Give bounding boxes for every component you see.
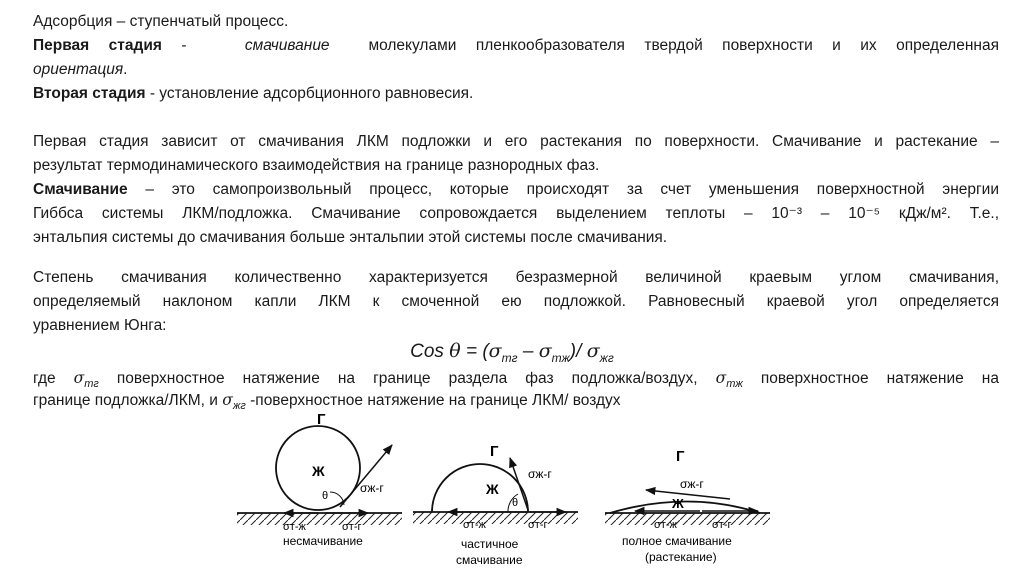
line-first-stage: Первая стадия - смачивание молекулами пленкообразователя твердой поверхности и их определенная bbox=[33, 37, 999, 54]
para4-line3: уравнением Юнга: bbox=[33, 317, 167, 334]
sigma-zhg-label-3: σж-г bbox=[680, 477, 704, 491]
figure-non-wetting bbox=[237, 411, 402, 548]
para4-line2: определяемый наклоном капли ЛКМ к смоченной ею подложкой. Равновесный краевой угол определяется bbox=[33, 293, 999, 310]
sigma-zhg-label-2: σж-г bbox=[528, 467, 552, 481]
line-orientation: ориентация. bbox=[33, 61, 128, 78]
where-line1: где $\sigma_{тг}$ поверхностное натяжение на границе раздела фаз подложка/воздух, $\sigma_{тж}$ поверхностное натяжение на bbox=[33, 369, 999, 391]
caption-complete-line2: (растекание) bbox=[645, 550, 717, 564]
liquid-label-1: Ж bbox=[312, 463, 325, 479]
figure-partial-wetting bbox=[413, 443, 578, 567]
caption-complete-line1: полное смачивание bbox=[622, 534, 732, 548]
para3-line2: Гиббса системы ЛКМ/подложка. Смачивание сопровождается выделением теплоты – 10⁻³ – 10⁻⁵ кДж/м². Т.е., bbox=[33, 205, 999, 222]
para3-line1: Смачивание – это самопроизвольный процесс, которые происходят за счет уменьшения поверхностной энергии bbox=[33, 181, 999, 198]
gas-label-2: Г bbox=[490, 443, 499, 460]
substrate-hatch-1 bbox=[237, 513, 402, 525]
gas-label-1: Г bbox=[317, 411, 326, 428]
theta-label-1: θ bbox=[322, 490, 329, 502]
caption-non-wetting: несмачивание bbox=[283, 534, 363, 548]
arrow-sigma-zhg-1 bbox=[340, 445, 392, 507]
liquid-label-3: Ж bbox=[672, 496, 684, 511]
para2-line1: Первая стадия зависит от смачивания ЛКМ подложки и его растекания по поверхности. Смачивание и растекание – bbox=[33, 133, 999, 150]
sigma-tg-label-3: σт-г bbox=[712, 519, 732, 531]
substrate-hatch-3 bbox=[605, 513, 770, 525]
sigma-tg-label-1: σт-г bbox=[342, 521, 362, 533]
liquid-label-2: Ж bbox=[486, 481, 499, 497]
line-adsorption-stepwise: Адсорбция – ступенчатый процесс. bbox=[33, 13, 289, 30]
sigma-tzh-label-1: σт-ж bbox=[283, 521, 306, 533]
line-second-stage: Вторая стадия - установление адсорбционного равновесия. bbox=[33, 85, 474, 102]
para2-line2: результат термодинамического взаимодействия на границе разнородных фаз. bbox=[33, 157, 600, 174]
where-line2: границе подложка/ЛКМ, и $\sigma_{жг}$ -поверхностное натяжение на границе ЛКМ/ воздух bbox=[33, 391, 621, 413]
sigma-tg-label-2: σт-г bbox=[528, 519, 548, 531]
young-equation: Cos $\theta = (\sigma_{тг} - \sigma_{тж})/$ $\sigma_{жг}$ bbox=[410, 340, 614, 365]
caption-partial-line1: частичное bbox=[461, 537, 519, 551]
caption-partial-line2: смачивание bbox=[456, 553, 523, 567]
figure-complete-wetting bbox=[605, 448, 770, 564]
sigma-tzh-label-3: σт-ж bbox=[654, 519, 677, 531]
arrow-sigma-zhg-3 bbox=[646, 490, 730, 499]
theta-label-2: θ bbox=[512, 497, 519, 509]
para3-line3: энтальпия системы до смачивания больше энтальпии этой системы после смачивания. bbox=[33, 229, 668, 246]
substrate-hatch-2 bbox=[413, 512, 578, 524]
sigma-zhg-label-1: σж-г bbox=[360, 481, 384, 495]
para4-line1: Степень смачивания количественно характеризуется безразмерной величиной краевым углом смачивания, bbox=[33, 269, 999, 286]
sigma-tzh-label-2: σт-ж bbox=[463, 519, 486, 531]
gas-label-3: Г bbox=[676, 448, 685, 465]
